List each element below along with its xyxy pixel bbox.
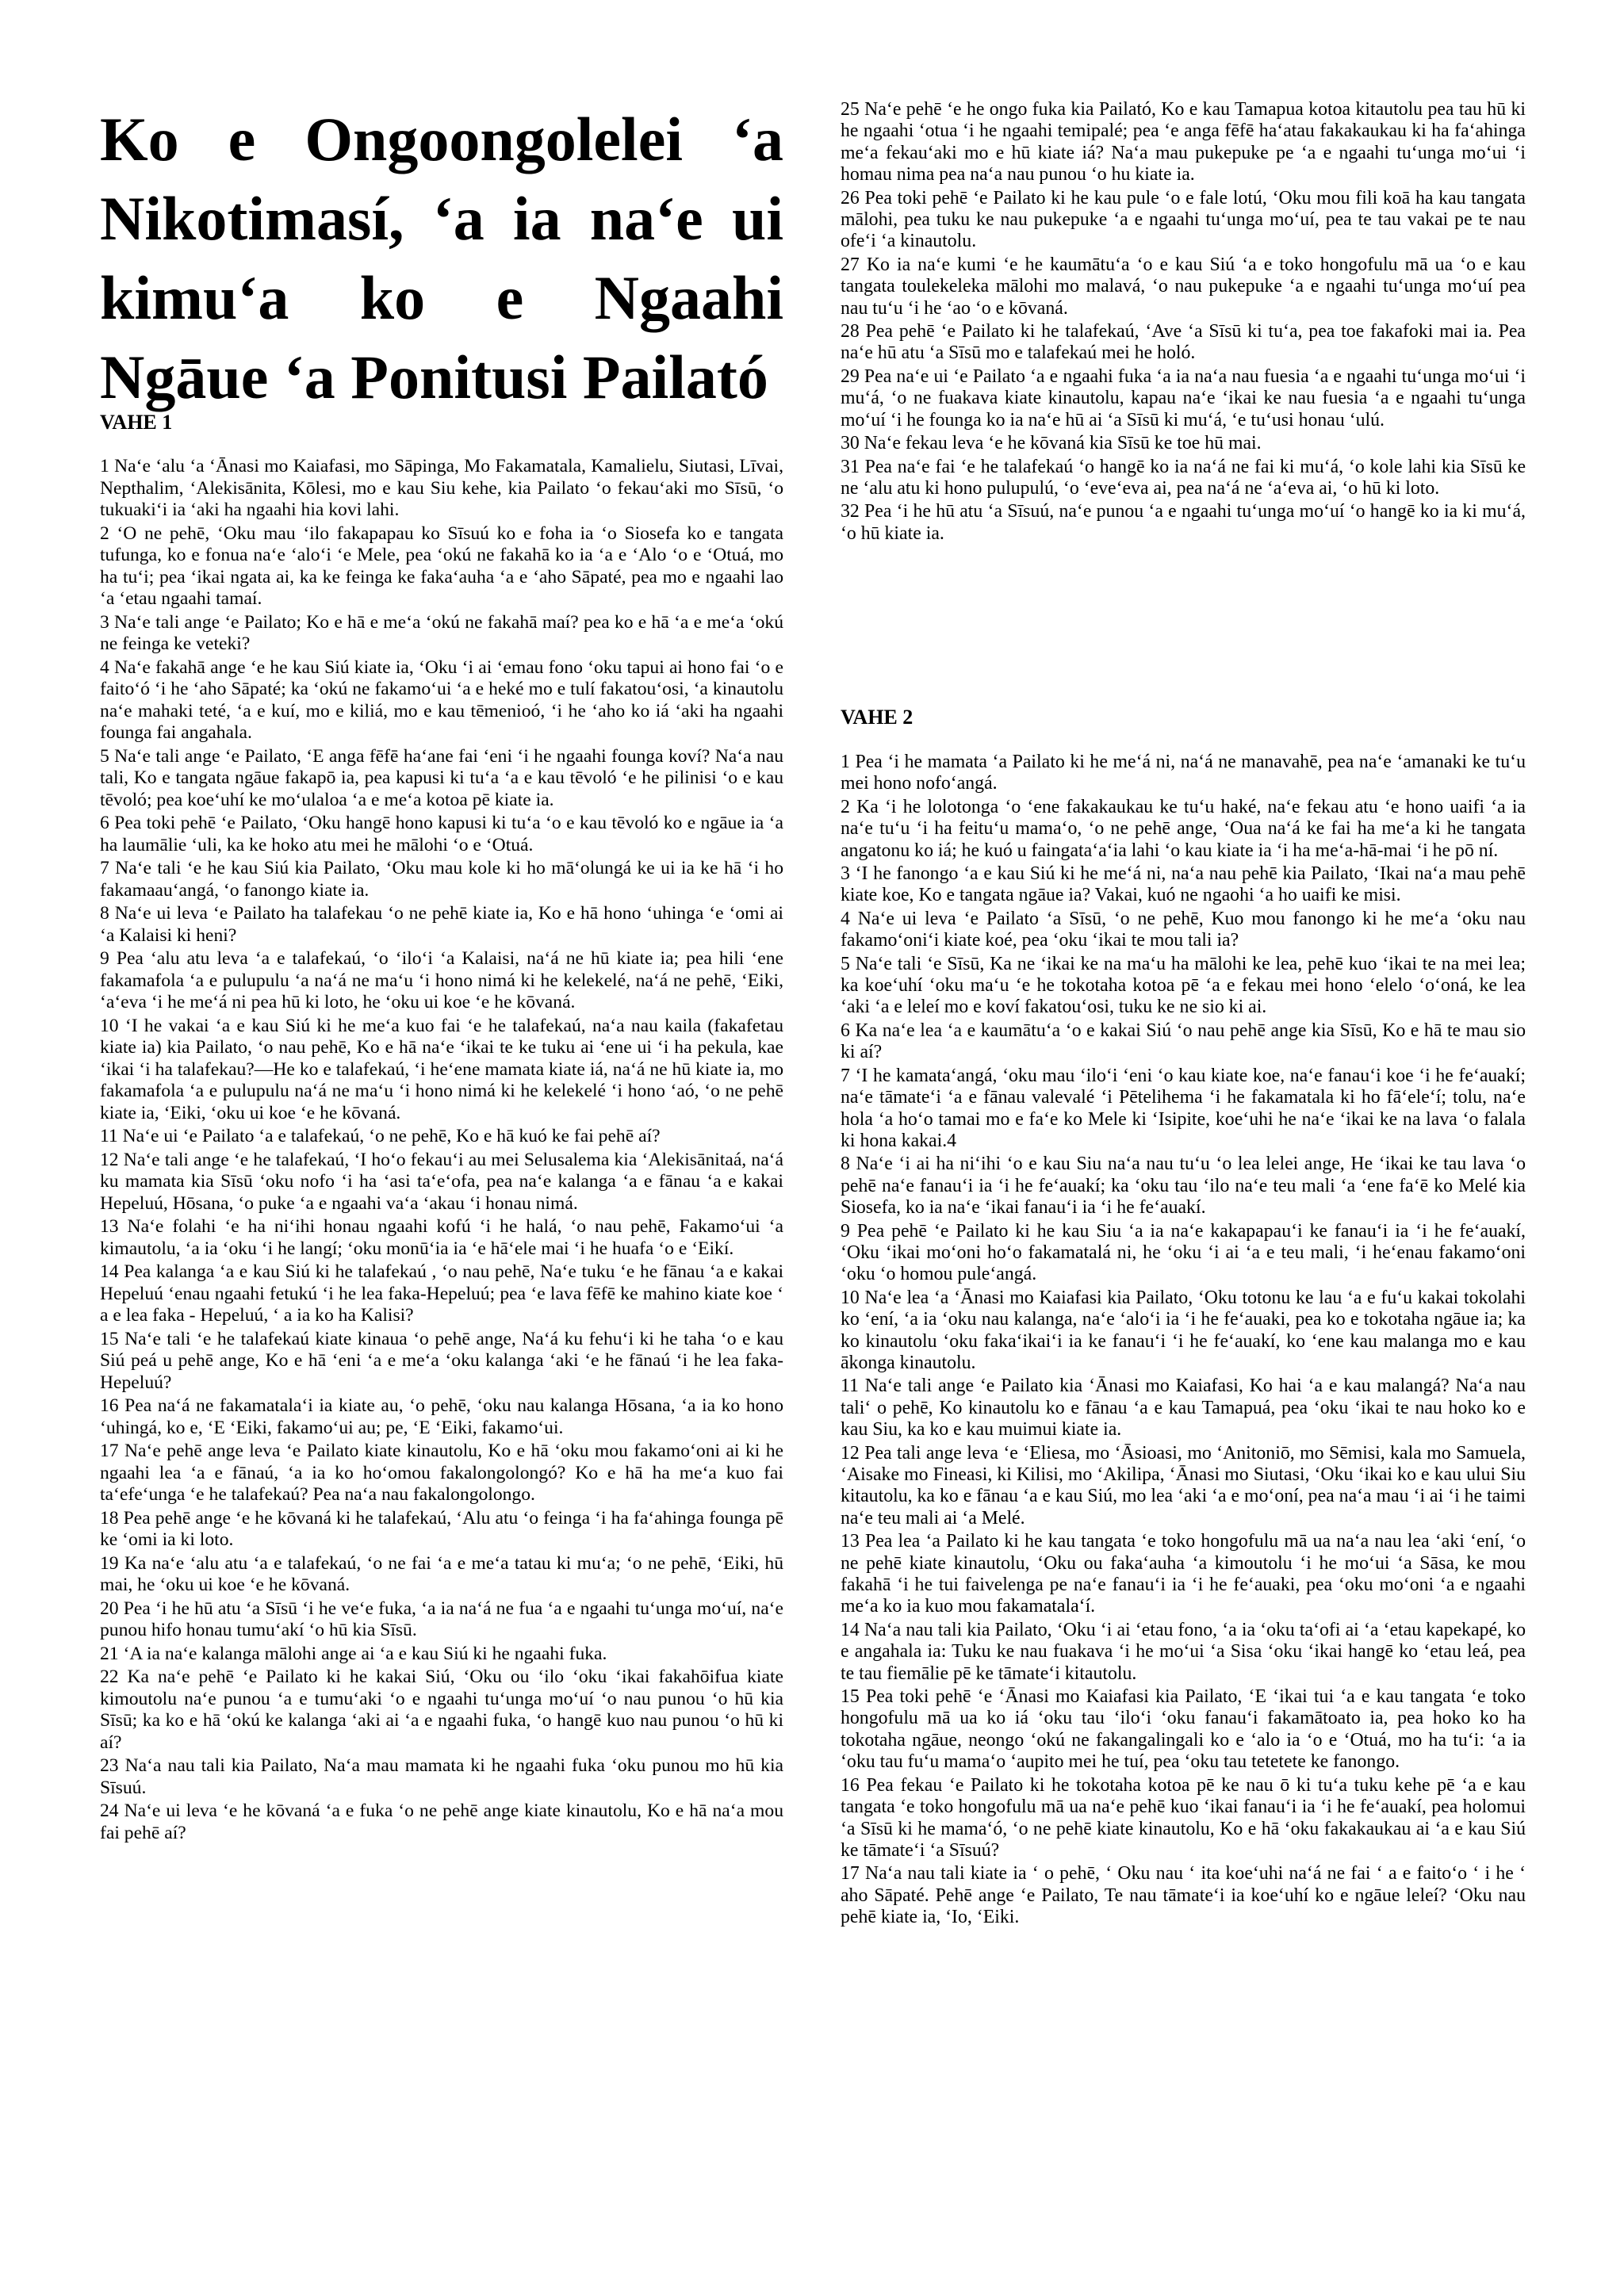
verse: 17 Na‘e pehē ange leva ‘e Pailato kiate kinautolu, Ko e hā ‘oku mou fakamo‘oni ai ki he ngaahi lea ‘a e fānaú, ‘a ia ko ho‘omou fakalongolongó? Ko e hā ha me‘a kuo fai ta‘efe‘unga ‘e he talafekaú? Pea na‘a nau fakalongolongo.	[100, 1441, 783, 1505]
verse: 22 Ka na‘e pehē ‘e Pailato ki he kakai Siú, ‘Oku ou ‘ilo ‘oku ‘ikai fakahōifua kiate kimoutolu na‘e punou ‘a e tumu‘aki ‘o e ngaahi tu‘unga mo‘uí ‘o nau punou ‘o hū kia Sīsū; ka ko e hā ‘okú ke kalanga ‘aki ai ‘a e ngaahi fuka, ‘o hangē kuo nau punou ‘o hū ki aí?	[100, 1667, 783, 1753]
verse: 28 Pea pehē ‘e Pailato ki he talafekaú, ‘Ave ‘a Sīsū ki tu‘a, pea toe fakafoki mai ia. Pea na‘e hū atu ‘a Sīsū mo e talafekaú mei he holó.	[841, 321, 1526, 364]
verse: 11 Na‘e ui ‘e Pailato ‘a e talafekaú, ‘o ne pehē, Ko e hā kuó ke fai pehē aí?	[100, 1126, 661, 1146]
verse: 10 Na‘e lea ‘a ‘Ānasi mo Kaiafasi kia Pailato, ‘Oku totonu ke lau ‘a e fu‘u kakai tokolahi ko ‘ení, ‘a ia ‘oku nau kalanga, na‘e ‘alo‘i ia ‘i he fe‘auaki, pea ko e tokotaha ngāue ia; ka ko kinautolu ‘oku faka‘ikai‘i ia ke fanau‘i ‘i he fe‘auakí, ko ‘ene kau malanga mo e kau ākonga kinautolu.	[841, 1287, 1526, 1373]
chapter-1-verses-continued	[841, 99, 1526, 546]
verse: 16 Pea fekau ‘e Pailato ki he tokotaha kotoa pē ke nau ō ki tu‘a tuku kehe pē ‘a e kau tangata ‘e toko hongofulu mā ua na‘e pehē kuo ‘ikai fanau‘i ia ‘i he fe‘auakí, pea holomui ‘a Sīsū ki he mama‘ó, ‘o ne pehē kiate kinautolu, Ko e hā ‘oku fakakaukau ai ‘a e kau Siú ke tāmate‘i ‘a Sīsuú?	[841, 1774, 1526, 1861]
verse: 9 Pea pehē ‘e Pailato ki he kau Siu ‘a ia na‘e kakapapau‘i ke fanau‘i ia ‘i he fe‘auakí, ‘Oku ‘ikai mo‘oni ho‘o fakamatalá ni, he ‘oku ‘i ai ‘a e teu mali, ‘i he‘enau fakamo‘oni ‘oku ‘o homou pule‘angá.	[841, 1220, 1526, 1285]
verse: 26 Pea toki pehē ‘e Pailato ki he kau pule ‘o e fale lotú, ‘Oku mou fili koā ha kau tangata mālohi, pea tuku ke nau pukepuke ‘a e ngaahi tu‘unga mo‘uí, pea te tau vakai pe te nau ofe‘i ‘a kinautolu.	[841, 187, 1526, 252]
verse: 1 Na‘e ‘alu ‘a ‘Ānasi mo Kaiafasi, mo Sāpinga, Mo Fakamatala, Kamalielu, Siutasi, Līvai, Nepthalim, ‘Alekisānita, Kōlesi, mo e kau Siu kehe, kia Pailato ‘o fekau‘aki mo Sīsū, ‘o tukuaki‘i ia ‘aki ha ngaahi hia kovi lahi.	[100, 456, 783, 520]
verse: 30 Na‘e fekau leva ‘e he kōvaná kia Sīsū ke toe hū mai.	[841, 433, 1262, 454]
verse: 3 Na‘e tali ange ‘e Pailato; Ko e hā e me‘a ‘okú ne fakahā maí? pea ko e hā ‘a e me‘a ‘okú ne feinga ke veteki?	[100, 611, 783, 654]
verse: 12 Na‘e tali ange ‘e he talafekaú, ‘I ho‘o fekau‘i au mei Selusalema kia ‘Alekisānitaá, na‘á ku mamata kia Sīsū ‘oku nofo ‘i ha ‘asi ta‘e‘ofa, pea na‘e kalanga ‘a e fānau ‘a e kakai Hepeluú, Hōsana, ‘o puke ‘a e ngaahi va‘a ‘akau ‘i honau nimá.	[100, 1149, 783, 1214]
verse: 5 Na‘e tali ange ‘e Pailato, ‘E anga fēfē ha‘ane fai ‘eni ‘i he ngaahi founga koví? Na‘a nau tali, Ko e tangata ngāue fakapō ia, pea kapusi ki tu‘a ‘a e kau tēvoló ‘e he pilinisi ‘o e kau tēvoló; pea koe‘uhí ke mo‘ulaloa ‘a e me‘a kotoa pē kiate ia.	[100, 745, 783, 810]
verse: 2 Ka ‘i he lolotonga ‘o ‘ene fakakaukau ke tu‘u haké, na‘e fekau atu ‘e hono uaifi ‘a ia na‘e tu‘u ‘i ha feitu‘u mama‘o, ‘o ne pehē ange, ‘Oua na‘á ke fai ha me‘a ki he tangata angatonu ko iá; he kuó u faingata‘a‘ia lahi ‘o kau kiate ia ‘i ha me‘a-hā-mai ‘i he pō ní.	[841, 796, 1526, 861]
verse: 7 Na‘e tali ‘e he kau Siú kia Pailato, ‘Oku mau kole ki ho mā‘olungá ke ui ia ke hā ‘i ho fakamaau‘angá, ‘o fanongo kiate ia.	[100, 858, 783, 901]
verse: 4 Na‘e fakahā ange ‘e he kau Siú kiate ia, ‘Oku ‘i ai ‘emau fono ‘oku tapui ai hono fai ‘o e faito‘ó ‘i he ‘aho Sāpaté; ka ‘okú ne fakamo‘ui ‘a e heké mo e tulí fakatou‘osi, ‘a kinautolu na‘e mahaki teté, ‘a e kuí, mo e kiliá, mo e kau tēmenioó, ‘i he ‘aho ko iá ‘aki ha ngaahi founga fai angahala.	[100, 656, 783, 743]
verse: 13 Pea lea ‘a Pailato ki he kau tangata ‘e toko hongofulu mā ua na‘a nau lea ‘aki ‘ení, ‘o ne pehē kiate kinautolu, ‘Oku ou faka‘auha ‘a kimoutolu ‘i he mo‘ui ‘a Sāsa, ke mou fakahā ‘i he tui faivelenga pe na‘e fanau‘i ia ‘i he fe‘auaki, pea ‘oku mo‘oni ‘a e ngaahi me‘a ko ia kuo mou fakamatala‘í.	[841, 1531, 1526, 1617]
verse: 4 Na‘e ui leva ‘e Pailato ‘a Sīsū, ‘o ne pehē, Kuo mou fanongo ki he me‘a ‘oku nau fakamo‘oni‘i kiate koé, pea ‘oku ‘ikai te mou tali ia?	[841, 908, 1526, 951]
verse: 25 Na‘e pehē ‘e he ongo fuka kia Pailató, Ko e kau Tamapua kotoa kitautolu pea tau hū ki he ngaahi ‘otua ‘i he ngaahi temipalé; pea ‘e anga fēfē ha‘atau fakakaukau ki ha fa‘ahinga me‘a fekau‘aki mo e hū kiate iá? Na‘a mau pukepuke pe ‘a e ngaahi tu‘unga mo‘ui ‘i homau nima pea na‘a nau punou ‘o hu kiate ia.	[841, 99, 1526, 186]
verse: 18 Pea pehē ange ‘e he kōvaná ki he talafekaú, ‘Alu atu ‘o feinga ‘i ha fa‘ahinga founga pē ke ‘omi ia ki loto.	[100, 1507, 783, 1550]
verse: 9 Pea ‘alu atu leva ‘a e talafekaú, ‘o ‘ilo‘i ‘a Kalaisi, na‘á ne hū kiate ia; pea hili ‘ene fakamafola ‘a e pulupulu ‘a na‘á ne ma‘u ‘i hono nimá ki he kelekelé, na‘á ne pehē, ‘Eiki, ‘a‘eva ‘i he me‘á ni pea hū ki loto, he ‘oku ui koe ‘e he kōvaná.	[100, 948, 783, 1012]
verse: 32 Pea ‘i he hū atu ‘a Sīsuú, na‘e punou ‘a e ngaahi tu‘unga mo‘uí ‘o hangē ko ia ki mu‘á, ‘o hū kiate ia.	[841, 501, 1526, 544]
verse: 8 Na‘e ui leva ‘e Pailato ha talafekau ‘o ne pehē kiate ia, Ko e hā hono ‘uhinga ‘e ‘omi ai ‘a Kalaisi ki heni?	[100, 903, 783, 946]
verse: 31 Pea na‘e fai ‘e he talafekaú ‘o hangē ko ia na‘á ne fai ki mu‘á, ‘o kole lahi kia Sīsū ke ne ‘alu atu ki hono pulupulú, ‘o ‘eve‘eva ai, pea na‘á ne ‘a‘eva ai, ‘o hū ki loto.	[841, 456, 1526, 499]
verse: 11 Na‘e tali ange ‘e Pailato kia ‘Ānasi mo Kaiafasi, Ko hai ‘a e kau malangá? Na‘a nau tali‘ o pehē, Ko kinautolu ko e fānau ‘a e kau Tamapuá, pea ‘oku ‘ikai te nau hoko ko e kau Siu, ka ko e kau muimui kiate ia.	[841, 1376, 1526, 1441]
verse: 20 Pea ‘i he hū atu ‘a Sīsū ‘i he ve‘e fuka, ‘a ia na‘á ne fua ‘a e ngaahi tu‘unga mo‘uí, na‘e punou hifo honau tumu‘akí ‘o hū kia Sīsū.	[100, 1598, 783, 1640]
verse: 24 Na‘e ui leva ‘e he kōvaná ‘a e fuka ‘o ne pehē ange kiate kinautolu, Ko e hā na‘a mou fai pehē aí?	[100, 1800, 783, 1843]
document-title: Ko e Ongoongolelei ‘a Nikotimasí, ‘a ia na‘e ui kimu‘a ko e Ngaahi Ngāue ‘a Ponitusi Pailató	[100, 105, 783, 411]
chapter-2-verses	[841, 752, 1526, 1931]
verse: 23 Na‘a nau tali kia Pailato, Na‘a mau mamata ki he ngaahi fuka ‘oku punou mo hū kia Sīsuú.	[100, 1755, 783, 1798]
chapter-1-heading: VAHE 1	[100, 411, 173, 434]
verse: 15 Pea toki pehē ‘e ‘Ānasi mo Kaiafasi kia Pailato, ‘E ‘ikai tui ‘a e kau tangata ‘e toko hongofulu mā ua ko iá ‘oku tau ‘ilo‘i ‘oku fanau‘i fakamātoato ia, pea hoko ko ha tokotaha ngāue, neongo ‘okú ne fakangalingali ko e ‘alo ia ‘o e ‘Otuá, mo ha tu‘i: ‘a ia ‘oku tau fu‘u mama‘o ‘aupito mei he tuí, pea ‘oku tau tetetete ke fanongo.	[841, 1686, 1526, 1773]
verse: 6 Pea toki pehē ‘e Pailato, ‘Oku hangē hono kapusi ki tu‘a ‘o e kau tēvoló ko e ngāue ia ‘a ha laumālie ‘uli, ka ke hoko atu mei he mālohi ‘o e ‘Otuá.	[100, 813, 783, 855]
verse: 6 Ka na‘e lea ‘a e kaumātu‘a ‘o e kakai Siú ‘o nau pehē ange kia Sīsū, Ko e hā te mau sio ki aí?	[841, 1020, 1526, 1063]
chapter-2-heading: VAHE 2	[841, 706, 914, 729]
verse: 7 ‘I he kamata‘angá, ‘oku mau ‘ilo‘i ‘eni ‘o kau kiate koe, na‘e fanau‘i koe ‘i he fe‘auakí; na‘e tāmate‘i ‘a e fānau valevalé ‘i Pētelihema ‘i he fakamatala ki ho fā‘ele‘í; tolu, na‘e hola ‘a ho‘o tamai mo e fa‘e ko Mele ki ‘Isipite, koe‘uhi he na‘e ‘ikai ke na lava ‘o falala ki hona kakai.4	[841, 1065, 1526, 1151]
verse: 16 Pea na‘á ne fakamatala‘i ia kiate au, ‘o pehē, ‘oku nau kalanga Hōsana, ‘a ia ko hono ‘uhingá, ko e, ‘E ‘Eiki, fakamo‘ui au; pe, ‘E ‘Eiki, fakamo‘ui.	[100, 1395, 783, 1438]
verse: 8 Na‘e ‘i ai ha ni‘ihi ‘o e kau Siu na‘a nau tu‘u ‘o lea lelei ange, He ‘ikai ke tau lava ‘o pehē na‘e fanau‘i ia ‘i he fe‘auakí; ka ‘oku tau ‘ilo na‘e teu mali ‘a ‘ene fa‘ē ko Melé kia Siosefa, ko ia na‘e ‘ikai fanau‘i ia ‘i he fe‘auakí.	[841, 1154, 1526, 1219]
verse: 13 Na‘e folahi ‘e ha ni‘ihi honau ngaahi kofú ‘i he halá, ‘o nau pehē, Fakamo‘ui ‘a kimautolu, ‘a ia ‘oku ‘i he langí; ‘oku monū‘ia ia ‘e hā‘ele mai ‘i he huafa ‘o e ‘Eikí.	[100, 1216, 783, 1259]
verse: 15 Na‘e tali ‘e he talafekaú kiate kinaua ‘o pehē ange, Na‘á ku fehu‘i ki he taha ‘o e kau Siú peá u pehē ange, Ko e hā ‘eni ‘a e me‘a ‘oku kalanga ‘aki ‘e he fānaú ‘i he lea faka-Hepeluú?	[100, 1328, 783, 1393]
verse: 10 ‘I he vakai ‘a e kau Siú ki he me‘a kuo fai ‘e he talafekaú, na‘a nau kaila (fakafetau kiate ia) kia Pailato, ‘o nau pehē, Ko e hā na‘e ‘ikai te ke tuku ai ‘ene ui ‘i ha pekula, kae ‘ikai ‘i ha talafekau?—He ko e talafekaú, ‘i he‘ene mamata kiate iá, na‘á ne hū kiate ia, mo fakamafola ‘a e pulupulu na‘á ne ma‘u ‘i hono nimá ki he kelekelé ‘i hono ‘aó, ‘o ne pehē kiate ia, ‘Eiki, ‘oku ui koe ‘e he kōvaná.	[100, 1015, 783, 1123]
verse: 27 Ko ia na‘e kumi ‘e he kaumātu‘a ‘o e kau Siú ‘a e toko hongofulu mā ua ‘o e kau tangata toulekeleka mālohi mo malavá, ‘o nau pukepuke ‘a e ngaahi tu‘unga mo‘uí pea nau tu‘u ‘i he ‘ao ‘o e kōvaná.	[841, 254, 1526, 319]
verse: 29 Pea na‘e ui ‘e Pailato ‘a e ngaahi fuka ‘a ia na‘a nau fuesia ‘a e ngaahi tu‘unga mo‘ui ‘i mu‘á, ‘o ne fuakava kiate kinautolu, kapau na‘e ‘ikai ke nau fuesia ‘a e ngaahi tu‘unga mo‘uí ‘i he founga ko ia na‘e hū ai ‘a Sīsū ki mu‘á, ‘e tu‘usi honau ‘ulú.	[841, 365, 1526, 430]
verse: 17 Na‘a nau tali kiate ia ‘ o pehē, ‘ Oku nau ‘ ita koe‘uhi na‘á ne fai ‘ a e faito‘o ‘ i he ‘ aho Sāpaté. Pehē ange ‘e Pailato, Te nau tāmate‘i ia koe‘uhí ko e ngāue leleí? ‘Oku nau pehē kiate ia, ‘Io, ‘Eiki.	[841, 1863, 1526, 1928]
verse: 19 Ka na‘e ‘alu atu ‘a e talafekaú, ‘o ne fai ‘a e me‘a tatau ki mu‘a; ‘o ne pehē, ‘Eiki, hū mai, he ‘oku ui koe ‘e he kōvaná.	[100, 1552, 783, 1595]
verse: 14 Pea kalanga ‘a e kau Siú ki he talafekaú , ‘o nau pehē, Na‘e tuku ‘e he fānau ‘a e kakai Hepeluú ‘enau ngaahi fetukú ‘i he lea faka-Hepeluú; pea ‘e lava fēfē ke mahino kiate koe ‘ a e lea faka - Hepeluú, ‘ a ia ko ha Kalisi?	[100, 1261, 783, 1326]
chapter-1-verses	[100, 456, 783, 1846]
verse: 2 ‘O ne pehē, ‘Oku mau ‘ilo fakapapau ko Sīsuú ko e foha ia ‘o Siosefa ko e tangata tufunga, ko e fonua na‘e ‘alo‘i ‘e Mele, pea ‘okú ne fakahā ko ia ‘a e ‘Alo ‘o e ‘Otuá, mo ha tu‘i; pea ‘ikai ngata ai, ka ke feinga ke faka‘auha ‘a e ‘aho Sāpaté, pea mo e ngaahi lao ‘a ‘etau ngaahi tamaí.	[100, 522, 783, 609]
verse: 21 ‘A ia na‘e kalanga mālohi ange ai ‘a e kau Siú ki he ngaahi fuka.	[100, 1643, 607, 1664]
verse: 3 ‘I he fanongo ‘a e kau Siú ki he me‘á ni, na‘a nau pehē kia Pailato, ‘Ikai na‘a mau pehē kiate koe, Ko e tangata ngāue ia? Vakai, kuó ne ngaohi ‘a ho uaifi ke misi.	[841, 863, 1526, 906]
verse: 14 Na‘a nau tali kia Pailato, ‘Oku ‘i ai ‘etau fono, ‘a ia ‘oku ta‘ofi ai ‘a ‘etau kapekapé, ko e angahala ia: Tuku ke nau fuakava ‘i he mo‘ui ‘a Sisa ‘oku ‘ikai hangē ko ‘etau leá, pea te tau fiemālie pē ke tāmate‘i kitautolu.	[841, 1619, 1526, 1684]
verse: 5 Na‘e tali ‘e Sīsū, Ka ne ‘ikai ke na ma‘u ha mālohi ke lea, pehē kuo ‘ikai te na mei lea; ka koe‘uhí ‘oku ma‘u ‘e he tokotaha kotoa pē ‘a e fekau mei hono ‘elelo ‘o‘oná, ke lea ‘aki ‘a e leleí mo e koví fakatou‘osi, tuku ke ne sio ki ai.	[841, 953, 1526, 1018]
verse: 1 Pea ‘i he mamata ‘a Pailato ki he me‘á ni, na‘á ne manavahē, pea na‘e ‘amanaki ke tu‘u mei hono nofo‘angá.	[841, 752, 1526, 794]
verse: 12 Pea tali ange leva ‘e ‘Eliesa, mo ‘Āsioasi, mo ‘Anitoniō, mo Sēmisi, kala mo Samuela, ‘Aisake mo Fineasi, ki Kilisi, mo ‘Akilipa, ‘Ānasi mo Siutasi, ‘Oku ‘ikai ko e kau ului Siu kitautolu, ka ko e fānau ‘a e kau Siú, mo lea ‘aki ‘a e mo‘oní, pea na‘a mau ‘i ai ‘i he taimi na‘e teu mali ai ‘a Melé.	[841, 1442, 1526, 1529]
